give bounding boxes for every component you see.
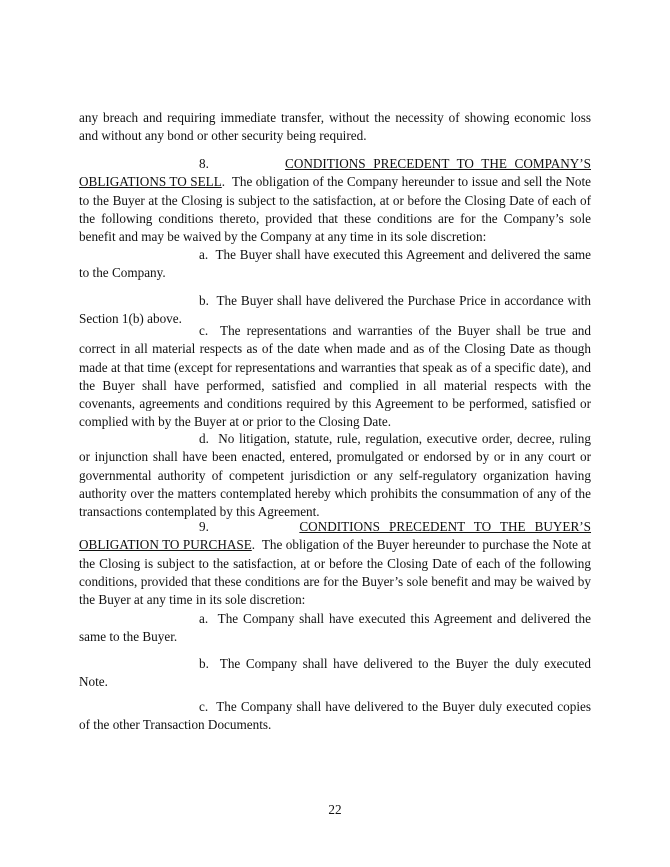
item-label: a. xyxy=(199,247,209,262)
section-9-intro: The obligation of the Buyer hereunder to purchase the Note at the Closing is subject to the satisfaction, at or before the Closing Date of each of the following conditions, provided that these conditions are for the Buyer’s sole benefit and may be waived by the Buyer at any time in its sole discretion: xyxy=(79,537,591,608)
item-text: The Buyer shall have executed this Agreement and delivered the same to the Company. xyxy=(79,247,591,281)
item-label: a. xyxy=(199,611,209,626)
item-text: The representations and warranties of the Buyer shall be true and correct in all material respects as of the date when made and as of the Closing Date as though made at that time (except for representations and warranties that speak as of a specific date), and the Buyer shall have performed, satisfied and complied in all material respects with the covenants, agreements and conditions required by this Agreement to be performed, satisfied or complied with by the Buyer at or prior to the Closing Date. xyxy=(79,323,591,430)
section-9-item-b xyxy=(79,655,591,692)
section-9-paragraph: 9. CONDITIONS PRECEDENT TO THE BUYER’S OBLIGATION TO PURCHASE. The obligation of the Buyer hereunder to purchase the Note at the Closing is subject to the satisfaction, at or before the Closing Date of each of the following conditions, provided that these conditions are for the Buyer’s sole benefit and may be waived by the Buyer at any time in its sole discretion: xyxy=(79,519,592,608)
section-8-paragraph: 8. CONDITIONS PRECEDENT TO THE COMPANY’S OBLIGATIONS TO SELL. The obligation of the Company hereunder to issue and sell the Note to the Buyer at the Closing is subject to the satisfaction, at or before the Closing Date of each of the following conditions thereto, provided that these conditions are for the Company’s sole benefit and may be waived by the Company at any time in its sole discretion: xyxy=(79,156,591,245)
section-8-item-c xyxy=(79,322,591,432)
item-label: c. xyxy=(199,699,209,714)
item-text: The Company shall have delivered to the Buyer the duly executed Note. xyxy=(79,656,591,690)
item-label: c. xyxy=(199,323,209,338)
section-9-item-a xyxy=(79,610,591,647)
page-number: 22 xyxy=(328,802,342,817)
item-text: No litigation, statute, rule, regulation, executive order, decree, ruling or injunction shall have been enacted, entered, promulgated or endorsed by or in any court or governmental authority of competent jurisdiction or any self-regulatory organization having authority over the matters contemplated hereby which prohibits the consummation of any of the transactions contemplated by this Agreement. xyxy=(79,431,591,520)
section-8-intro: The obligation of the Company hereunder to issue and sell the Note to the Buyer at the Closing is subject to the satisfaction, at or before the Closing Date of each of the following conditions thereto, provided that these conditions are for the Company’s sole benefit and may be waived by the Company at any time in its sole discretion: xyxy=(79,174,591,245)
section-8-item-d xyxy=(79,430,591,521)
section-8-item-a xyxy=(79,246,591,283)
item-label: d. xyxy=(199,431,209,446)
item-label: b. xyxy=(199,656,209,671)
carryover-paragraph: any breach and requiring immediate transfer, without the necessity of showing economic loss and without any bond or other security being required. xyxy=(79,110,591,144)
section-8-heading: CONDITIONS PRECEDENT TO THE COMPANY’S OBLIGATIONS TO SELL xyxy=(79,156,591,190)
section-9-item-c xyxy=(79,698,591,735)
item-text: The Buyer shall have delivered the Purchase Price in accordance with Section 1(b) above. xyxy=(79,293,591,327)
section-9-heading: CONDITIONS PRECEDENT TO THE BUYER’S OBLIGATION TO PURCHASE xyxy=(79,519,592,553)
section-9-number: 9. xyxy=(199,519,209,534)
item-text: The Company shall have delivered to the Buyer duly executed copies of the other Transaction Documents. xyxy=(79,699,591,733)
section-8-number: 8. xyxy=(199,156,209,171)
item-label: b. xyxy=(199,293,209,308)
item-text: The Company shall have executed this Agreement and delivered the same to the Buyer. xyxy=(79,611,591,645)
